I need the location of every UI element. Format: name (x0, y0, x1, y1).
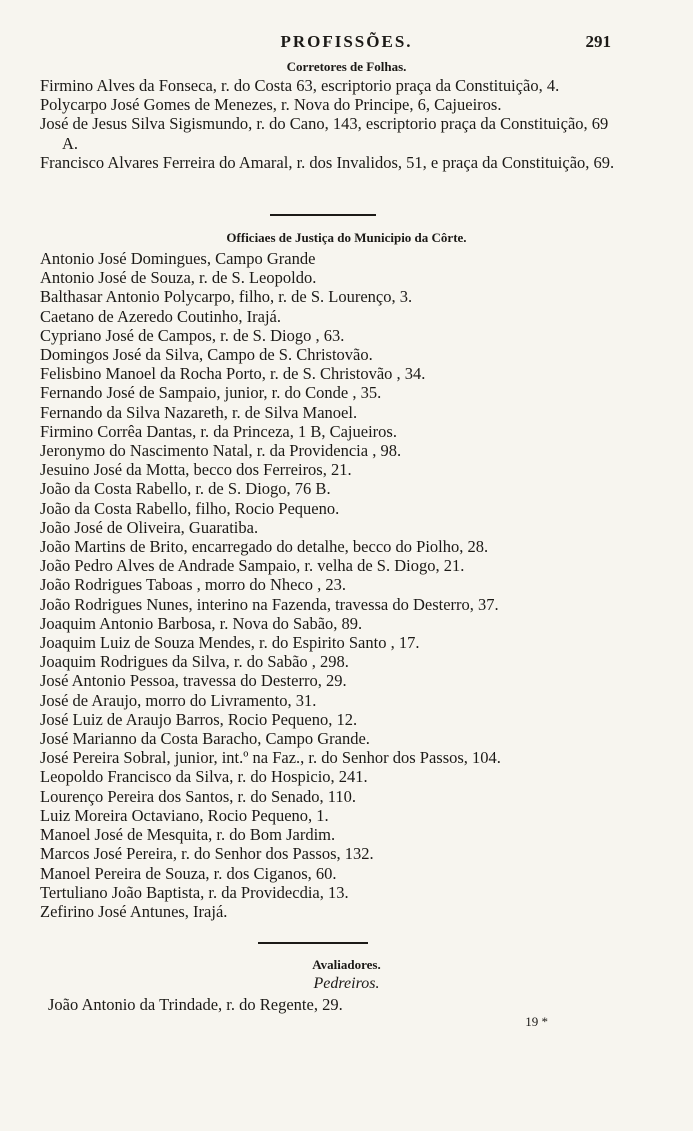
list-item: José Antonio Pessoa, travessa do Desterro, 29. (40, 671, 347, 691)
list-item: Manoel Pereira de Souza, r. dos Ciganos, 60. (40, 863, 337, 883)
list-item: João José de Oliveira, Guaratiba. (40, 517, 259, 537)
list-item: Domingos José da Silva, Campo de S. Christovão. (40, 345, 373, 365)
list-item: Leopoldo Francisco da Silva, r. do Hospicio, 241. (40, 767, 368, 787)
list-item: Polycarpo José Gomes de Menezes, r. Nova do Principe, 6, Cajueiros. (40, 95, 502, 115)
page-header (0, 32, 693, 54)
list-item: João Rodrigues Taboas , morro do Nheco , 23. (40, 575, 347, 595)
list-item: Jeronymo do Nascimento Natal, r. da Providencia , 98. (40, 441, 402, 461)
list-item: João da Costa Rabello, filho, Rocio Pequeno. (40, 498, 340, 518)
list-item: Felisbino Manoel da Rocha Porto, r. de S. Christovão , 34. (40, 364, 426, 384)
list-item: Marcos José Pereira, r. do Senhor dos Passos, 132. (40, 844, 374, 864)
section-divider (270, 214, 376, 216)
section-title-avaliadores: Avaliadores. (312, 957, 381, 972)
list-item: José Luiz de Araujo Barros, Rocio Pequeno, 12. (40, 709, 358, 729)
section-title-corretores: Corretores de Folhas. (286, 59, 407, 74)
signature-mark: 19 * (525, 1014, 548, 1029)
corretores-list (40, 76, 623, 172)
section-divider (258, 942, 368, 944)
list-item: Luiz Moreira Octaviano, Rocio Pequeno, 1. (40, 805, 329, 825)
list-item: José de Jesus Silva Sigismundo, r. do Cano, 143, escriptorio praça da Constituição, 69 A. (40, 114, 609, 153)
list-item: Joaquim Rodrigues da Silva, r. do Sabão , 298. (40, 652, 349, 672)
list-item: Firmino Alves da Fonseca, r. do Costa 63, escriptorio praça da Constituição, 4. (40, 76, 560, 95)
list-item: Francisco Alvares Ferreira do Amaral, r. dos Invalidos, 51, e praça da Constituição, 69. (40, 152, 615, 172)
list-item: Joaquim Luiz de Souza Mendes, r. do Espirito Santo , 17. (40, 633, 420, 653)
section-subtitle-pedreiros: Pedreiros. (313, 975, 380, 992)
list-item: Caetano de Azeredo Coutinho, Irajá. (40, 306, 281, 326)
running-title: PROFISSÕES. (280, 32, 413, 51)
list-item: José Pereira Sobral, junior, int.º na Faz., r. do Senhor dos Passos, 104. (40, 748, 501, 768)
list-item: Firmino Corrêa Dantas, r. da Princeza, 1 B, Cajueiros. (40, 421, 397, 441)
avaliadores-list (48, 995, 623, 1014)
page-number: 291 (585, 32, 611, 51)
officiaes-list (40, 249, 623, 921)
list-item: Cypriano José de Campos, r. de S. Diogo , 63. (40, 325, 345, 345)
section-title-officiaes: Officiaes de Justiça do Municipio da Côrte. (226, 230, 467, 245)
list-item: João Martins de Brito, encarregado do detalhe, becco do Piolho, 28. (40, 537, 489, 557)
list-item: José de Araujo, morro do Livramento, 31. (40, 690, 317, 710)
list-item: João da Costa Rabello, r. de S. Diogo, 76 B. (40, 479, 331, 499)
list-item: Fernando da Silva Nazareth, r. de Silva Manoel. (40, 402, 358, 422)
list-item: Manoel José de Mesquita, r. do Bom Jardim. (40, 825, 336, 845)
list-item: João Pedro Alves de Andrade Sampaio, r. velha de S. Diogo, 21. (40, 556, 465, 576)
list-item: Zefirino José Antunes, Irajá. (40, 901, 228, 921)
list-item: João Rodrigues Nunes, interino na Fazenda, travessa do Desterro, 37. (40, 594, 499, 614)
list-item: João Antonio da Trindade, r. do Regente, 29. (48, 995, 343, 1014)
list-item: Tertuliano João Baptista, r. da Providecdia, 13. (40, 882, 349, 902)
list-item: Balthasar Antonio Polycarpo, filho, r. de S. Lourenço, 3. (40, 287, 413, 307)
list-item: Jesuino José da Motta, becco dos Ferreiros, 21. (40, 460, 352, 480)
list-item: Fernando José de Sampaio, junior, r. do Conde , 35. (40, 383, 382, 403)
list-item: Antonio José de Souza, r. de S. Leopoldo. (40, 268, 317, 288)
list-item: Antonio José Domingues, Campo Grande (40, 249, 316, 268)
list-item: José Marianno da Costa Baracho, Campo Grande. (40, 729, 370, 749)
list-item: Lourenço Pereira dos Santos, r. do Senado, 110. (40, 786, 357, 806)
list-item: Joaquim Antonio Barbosa, r. Nova do Sabão, 89. (40, 613, 363, 633)
